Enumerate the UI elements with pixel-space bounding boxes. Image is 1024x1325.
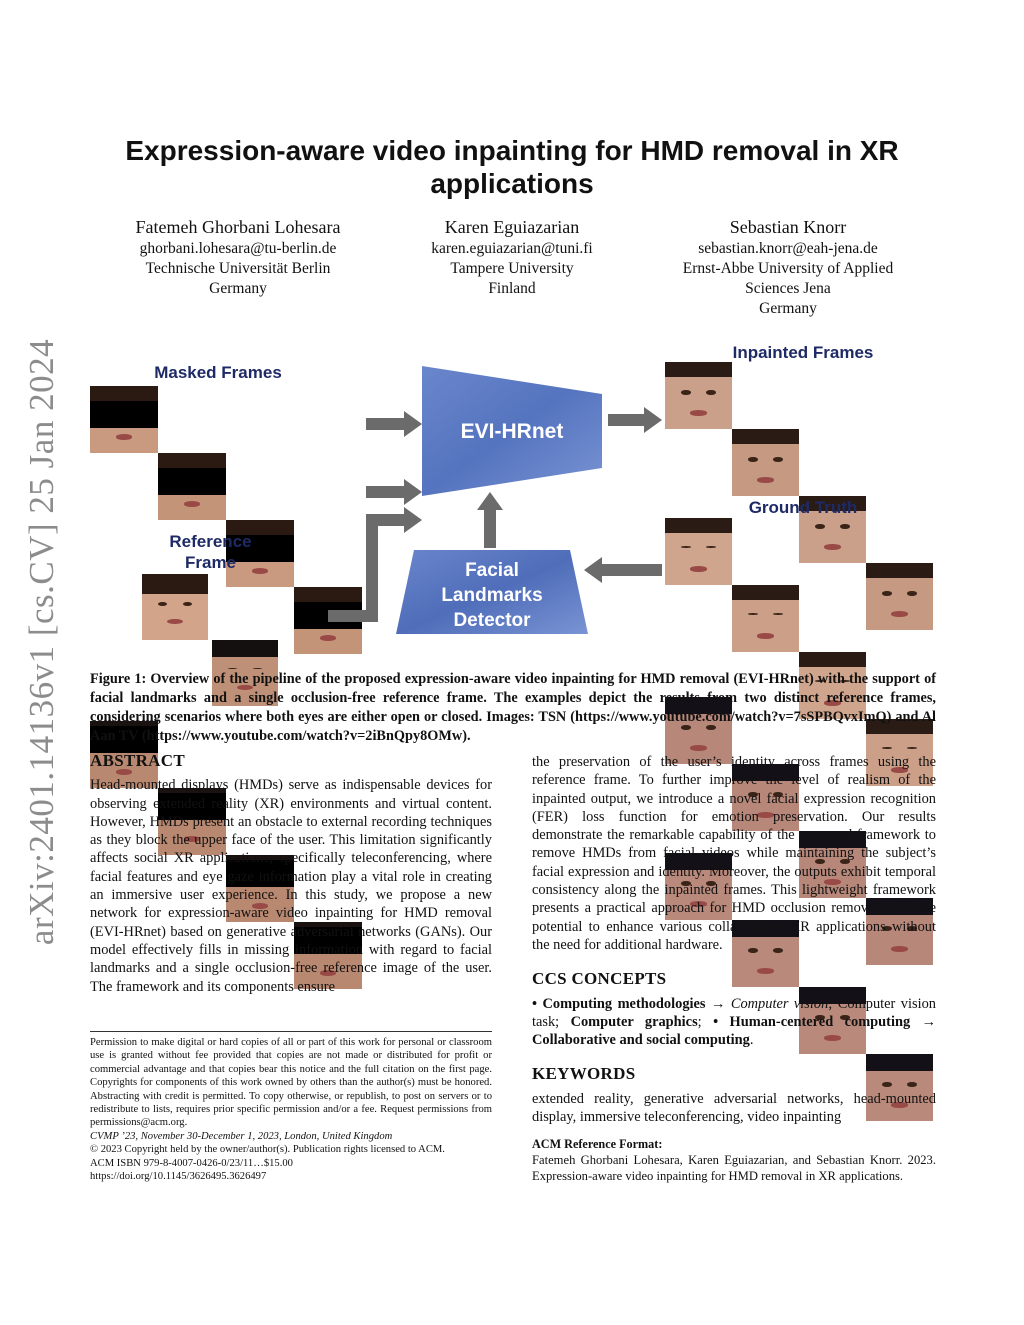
author-email: sebastian.knorr@eah-jena.de: [698, 240, 878, 257]
paper-title: [100, 134, 924, 200]
arrow-reference-elbow-v: [366, 516, 378, 622]
author-country: Finland: [488, 280, 536, 297]
footnote-isbn: ACM ISBN 979-8-4007-0426-0/23/11…$15.00: [90, 1157, 293, 1169]
ccs-heading: CCS CONCEPTS: [532, 969, 667, 989]
arrow-head-icon: [584, 557, 602, 583]
title-line-2: applications: [430, 168, 594, 199]
footnote-doi: https://doi.org/10.1145/3626495.3626497: [90, 1171, 267, 1183]
masked-frames-label: Masked Frames: [154, 363, 282, 382]
left-column: [90, 752, 492, 996]
arrow-reference-elbow-top: [366, 514, 406, 526]
figure-caption: Figure 1: Overview of the pipeline of the proposed expression-aware video inpainting for HMD removal (EVI-HRnet) with the support of facial landmarks and a single occlusion-free reference frame. The examples depict the results from two distinct reference frames, considering scenarios where both eyes are either open or closed. Images: TSN (https://www.youtube.com/watch?v=7sSPBQvxImQ) and Al Aan TV (https://www.youtube.com/watch?v=2iBnQpy8OMw).: [90, 671, 936, 744]
reference-frame-image: [142, 574, 208, 640]
arrow-masked-to-net-2: [366, 486, 406, 498]
footnote-permission: Permission to make digital or hard copies of all or part of this work for personal or classroom use is granted without fee provided that copies are not made or distributed for profit or commercial advantage and that copies bear this notice and the full citation on the first page. Copyrights for components of this work owned by others than the author(s) must be honored. Abstracting with credit is permitted. To copy otherwise, or republish, to post on servers or to redistribute to lists, requires prior specific permission and/or a fee. Request permissions from permissions@acm.org.: [90, 1037, 492, 1129]
author-block-1: [88, 215, 388, 299]
arrow-detector-to-net: [484, 508, 496, 548]
footnote-rule: [90, 1031, 492, 1032]
author-country: Germany: [759, 300, 817, 317]
abstract-text-left: Head-mounted displays (HMDs) serve as indispensable devices for observing extended reality (XR) environments and virtual content. However, HMDs present an obstacle to external recording techniques as they block the upper face of the user. This limitation significantly affects social XR applications, specifically teleconferencing, where facial features and eye gaze information play a vital role in creating an immersive user experience. In this study, we propose a new network for expression-aware video inpainting for HMD removal (EVI-HRnet) based on generative adversarial networks (GANs). Our model effectively fills in missing information with regard to facial landmarks and a single occlusion-free reference image of the user. The framework and its components ensure: [90, 777, 492, 995]
author-affiliation: Ernst-Abbe University of Applied: [682, 260, 894, 277]
arxiv-side-stamp: arXiv:2401.14136v1 [cs.CV] 25 Jan 2024: [22, 338, 61, 946]
keywords-heading: KEYWORDS: [532, 1064, 636, 1084]
figure-1: [88, 338, 938, 658]
author-name: Sebastian Knorr: [729, 217, 847, 237]
acm-reference-text: Fatemeh Ghorbani Lohesara, Karen Eguiazarian, and Sebastian Knorr. 2023. Expression-aware video inpainting for HMD removal in XR applications.: [532, 1153, 936, 1184]
arrow-masked-to-net: [366, 418, 406, 430]
author-block-2: [362, 215, 662, 299]
author-name: Karen Eguiazarian: [444, 217, 580, 237]
inpainted-frames-grid: [665, 362, 933, 496]
evi-hrnet-label: EVI-HRnet: [460, 420, 564, 443]
ground-truth-frame: [665, 518, 732, 585]
author-email: karen.eguiazarian@tuni.fi: [431, 240, 593, 257]
ground-truth-label: Ground Truth: [748, 498, 858, 517]
footnote-copyright: © 2023 Copyright held by the owner/author(s). Publication rights licensed to ACM.: [90, 1144, 445, 1156]
arrow-gt-to-detector: [600, 564, 662, 576]
arrow-net-to-inpainted: [608, 414, 646, 426]
author-country: Germany: [209, 280, 267, 297]
arrow-head-icon: [477, 492, 503, 510]
footnote-venue: CVMP ’23, November 30-December 1, 2023, London, United Kingdom: [90, 1130, 393, 1142]
inpainted-frames-label: Inpainted Frames: [732, 343, 874, 362]
masked-frames-grid: [90, 386, 362, 520]
right-column: [532, 753, 936, 1184]
landmarks-detector-label: Facial Landmarks Detector: [441, 560, 543, 631]
author-block-3: [638, 215, 938, 319]
reference-frame-label: Reference Frame: [169, 532, 252, 572]
title-line-1: Expression-aware video inpainting for HMD removal in XR: [125, 135, 899, 166]
author-affiliation-2: Sciences Jena: [745, 280, 831, 297]
ccs-concepts: • Computing methodologies → Computer vision; Computer vision task; Computer graphics; • Human-centered computing → Collaborative and social computing.: [532, 995, 936, 1049]
author-affiliation: Tampere University: [450, 260, 574, 277]
ground-truth-frame: [732, 585, 799, 652]
abstract-heading: ABSTRACT: [90, 751, 185, 770]
footnote: [90, 1036, 492, 1183]
masked-frame: [158, 453, 226, 520]
ground-truth-grid: [665, 518, 933, 652]
arrow-head-icon: [644, 407, 662, 433]
author-affiliation: Technische Universität Berlin: [145, 260, 331, 277]
inpainted-frame: [665, 362, 732, 429]
masked-frame: [90, 386, 158, 453]
arrow-head-icon: [404, 507, 422, 533]
inpainted-frame: [732, 429, 799, 496]
author-name: Fatemeh Ghorbani Lohesara: [135, 217, 341, 237]
author-email: ghorbani.lohesara@tu-berlin.de: [139, 240, 337, 257]
keywords-text: extended reality, generative adversarial networks, head-mounted display, immersive teleconferencing, video inpainting: [532, 1090, 936, 1126]
acm-reference-heading: ACM Reference Format:: [532, 1137, 663, 1152]
abstract-text-right: the preservation of the user’s identity across frames using the reference frame. To further improve the level of realism of the inpainted output, we introduce a novel facial expression recognition (FER) loss function for emotion preservation. Our results demonstrate the remarkable capability of the proposed framework to remove HMDs from facial videos while maintaining the subject’s facial expression and identity. Moreover, the outputs exhibit temporal consistency along the inpainted frames. This lightweight framework presents a practical approach for HMD occlusion removal, with the potential to enhance various collaborative XR applications without the need for additional hardware.: [532, 754, 936, 953]
